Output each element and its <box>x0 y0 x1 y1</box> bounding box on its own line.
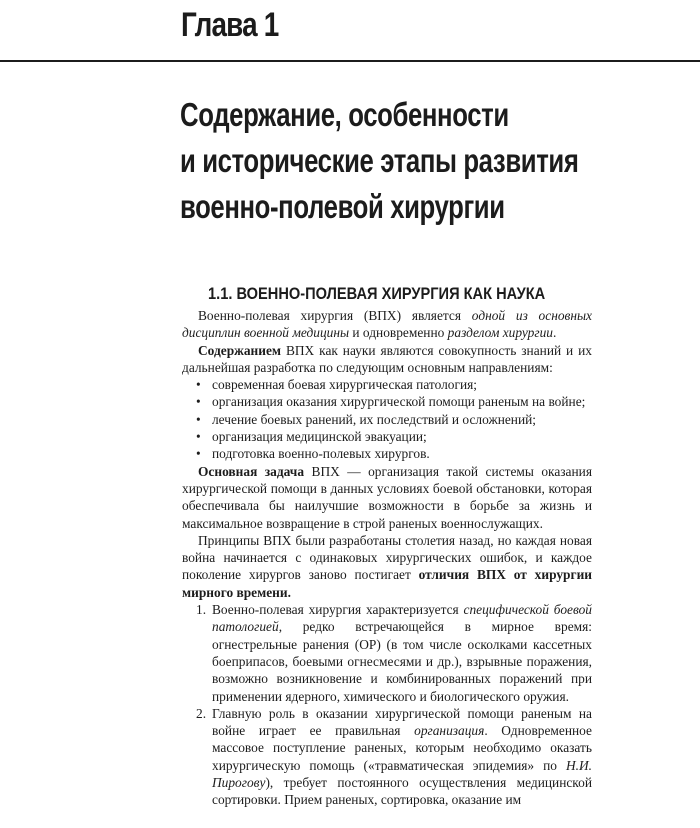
numbered-item: 1. Военно-полевая хирургия характеризуется специфической боевой патологией, редко встречающейся в мирное время: огнестрельные ранения (ОР) (в том числе осколками кассетных боеприпасов, боевыми огнесмесями и др.), взрывные поражения, возможно возникновение и комбинированных поражений при применении ядерного, химического и биологического оружия. <box>196 602 592 704</box>
numbered-item: 2. Главную роль в оказании хирургической помощи раненым на войне играет ее правильная организация. Одновременное массовое поступление раненых, которым необходимо оказать хирургическую помощь («травматическая эпидемия» по Н.И. Пирогову), требует постоянного осуществления медицинской сортировки. Прием раненых, сортировка, оказание им <box>196 705 592 808</box>
directions-list <box>182 376 592 462</box>
list-item: • организация медицинской эвакуации; <box>196 429 427 445</box>
bullet-icon: • <box>196 446 201 462</box>
body-text <box>182 307 592 809</box>
list-item: • современная боевая хирургическая патология; <box>196 377 478 393</box>
list-item: • организация оказания хирургической помощи раненым на войне; <box>196 394 586 410</box>
chapter-title <box>180 92 578 230</box>
numbered-list <box>182 601 592 809</box>
header-rule <box>0 60 700 62</box>
bullet-icon: • <box>196 377 201 393</box>
list-item: • лечение боевых ранений, их последствий и осложнений; <box>196 411 537 427</box>
chapter-label: Глава 1 <box>181 6 279 44</box>
content-paragraph: Содержанием ВПХ как науки являются совокупность знаний и их дальнейшая разработка по следующим основным направлениям: <box>182 342 592 375</box>
intro-paragraph: Военно-полевая хирургия (ВПХ) является одной из основных дисциплин военной медицины и одновременно разделом хирургии. <box>182 308 592 341</box>
principles-paragraph: Принципы ВПХ были разработаны столетия назад, но каждая новая война начинается с одинаковых хирургических ошибок, и каждое поколение хирургов заново постигает отличия ВПХ от хирургии мирного времени. <box>182 532 592 600</box>
task-paragraph: Основная задача ВПХ — организация такой системы оказания хирургической помощи в данных условиях боевой обстановки, которая обеспечивала бы наилучшие возможности в борьбе за жизнь и максимальное возвращение в строй раненых военнослужащих. <box>182 463 592 531</box>
list-item: • подготовка военно-полевых хирургов. <box>196 446 430 462</box>
section-heading: 1.1. ВОЕННО-ПОЛЕВАЯ ХИРУРГИЯ КАК НАУКА <box>208 284 546 303</box>
bullet-icon: • <box>196 411 201 427</box>
chapter-title-line: Содержание, особенности <box>180 96 509 133</box>
bullet-icon: • <box>196 429 201 445</box>
chapter-title-line: военно-полевой хирургии <box>180 188 505 225</box>
bullet-icon: • <box>196 394 201 410</box>
chapter-title-line: и исторические этапы развития <box>180 142 579 179</box>
